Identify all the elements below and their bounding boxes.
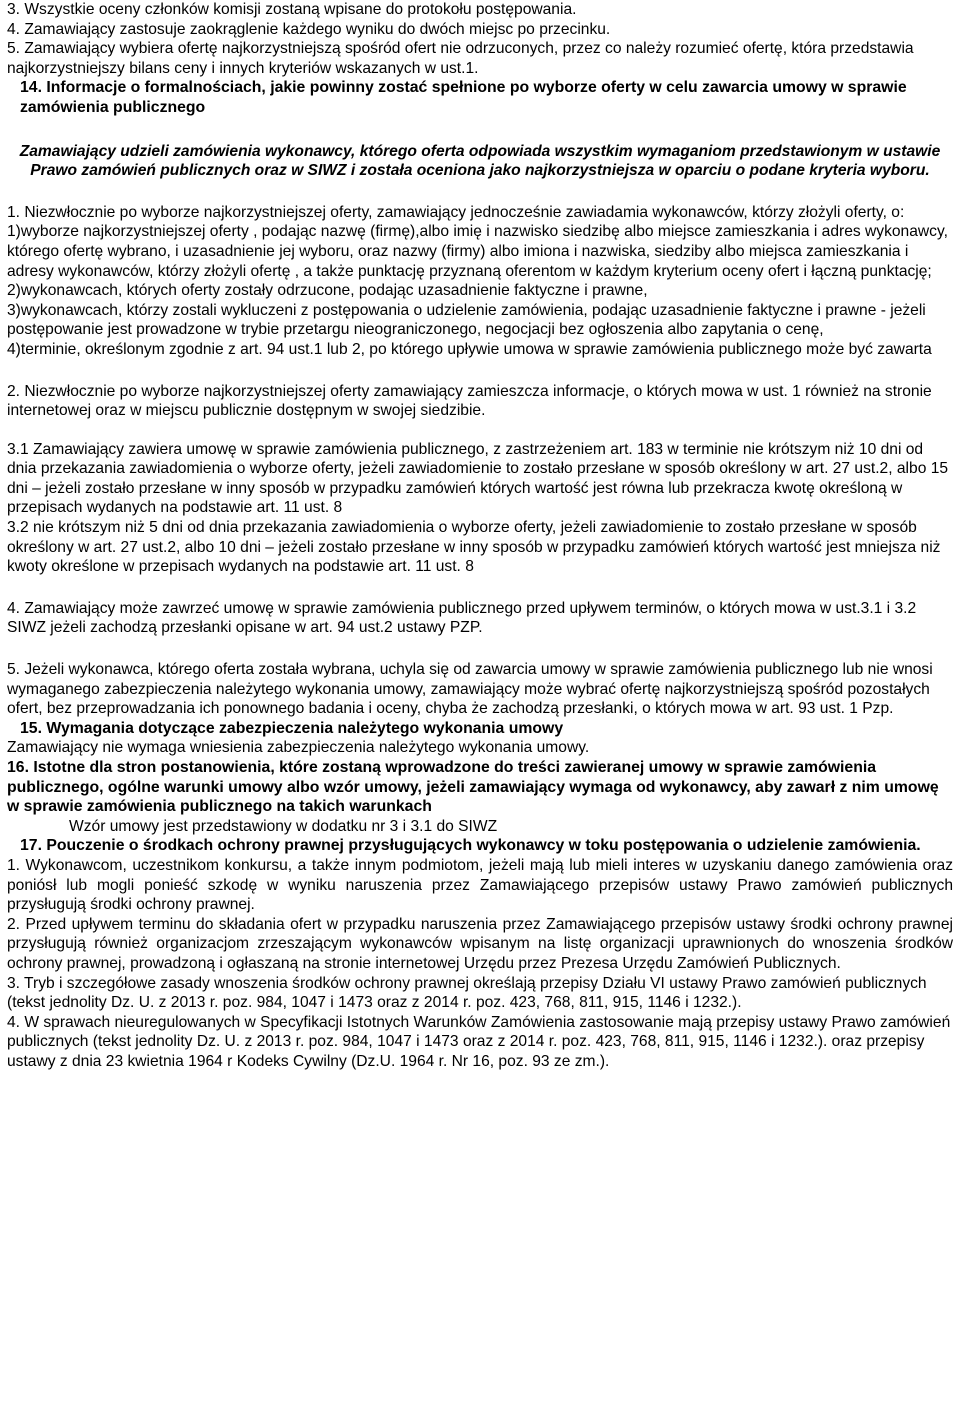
section-16-heading: 16. Istotne dla stron postanowienia, które zostaną wprowadzone do treści zawieranej umowy w sprawie zamówienia publicznego, ogólne warunki umowy albo wzór umowy, jeżeli zamawiający wymaga od wykonawcy, aby zawarł z nim umowę w sprawie zamówienia publicznego na takich warunkach — [7, 759, 939, 816]
section-14-point-1-2: 2)wykonawcach, których oferty zostały odrzucone, podając uzasadnienie faktyczne i prawne, — [7, 282, 648, 300]
section-15-heading: 15. Wymagania dotyczące zabezpieczenia należytego wykonania umowy — [20, 719, 564, 737]
section-17-heading: 17. Pouczenie o środkach ochrony prawnej przysługujących wykonawcy w toku postępowania o udzielenie zamówienia. — [20, 837, 921, 855]
section-14-point-3-2: 3.2 nie krótszym niż 5 dni od dnia przekazania zawiadomienia o wyborze oferty, jeżeli zawiadomienie to zostało przesłane w sposób określony w art. 27 ust.2, albo 10 dni – jeżeli zostało przesłane w inny sposób w przypadku zamówień których wartość jest mniejsza niż kwoty określone w przepisach wydanych na podstawie art. 11 ust. 8 — [7, 519, 941, 576]
section-14-point-3-1: 3.1 Zamawiający zawiera umowę w sprawie zamówienia publicznego, z zastrzeżeniem art. 183 w terminie nie krótszym niż 10 dni od dnia przekazania zawiadomienia o wyborze oferty, jeżeli zawiadomienie to zostało przesłane w sposób określony w art. 27 ust.2, albo 15 dni – jeżeli zostało przesłane w inny sposób w przypadku zamówień których wartość jest równa lub przekracza kwotę określoną w przepisach wydanych na podstawie art. 11 ust. 8 — [7, 440, 949, 517]
item-3-paragraph: 3. Wszystkie oceny członków komisji zostaną wpisane do protokołu postępowania. — [7, 1, 577, 18]
section-17-point-4: 4. W sprawach nieuregulowanych w Specyfikacji Istotnych Warunków Zamówienia zastosowanie mają przepisy ustawy Prawo zamówień publicznych (tekst jednolity Dz. U. z 2013 r. poz. 984, 1047 i 1473 oraz z 2014 r. poz. 423, 768, 811, 915, 1146 i 1232.). oraz przepisy ustawy z dnia 23 kwietnia 1964 r Kodeks Cywilny (Dz.U. 1964 r. Nr 16, poz. 93 ze zm.). — [7, 1013, 951, 1070]
item-5-paragraph: 5. Zamawiający wybiera ofertę najkorzystniejszą spośród ofert nie odrzuconych, przez co należy rozumieć ofertę, która przedstawia najkorzystniejszy bilans ceny i innych kryteriów wskazanych w ust.1. — [7, 40, 914, 77]
section-14-point-1-3: 3)wykonawcach, którzy zostali wykluczeni z postępowania o udzielenie zamówienia, podając uzasadnienie faktyczne i prawne - jeżeli postępowanie jest prowadzone w trybie przetargu nieograniczonego, negocjacji bez ogłoszenia albo zapytania o cenę, — [7, 301, 926, 339]
section-14-italic-statement: Zamawiający udzieli zamówienia wykonawcy, którego oferta odpowiada wszystkim wymaganiom przedstawionym w ustawie Prawo zamówień publicznych oraz w SIWZ i została oceniona jako najkorzystniejsza w oparciu o podane kryteria wyboru. — [19, 142, 941, 180]
section-14-point-1-intro: 1. Niezwłocznie po wyborze najkorzystniejszej oferty, zamawiający jednocześnie zawiadamia wykonawców, którzy złożyli oferty, o: — [7, 203, 905, 221]
section-14-point-4: 4. Zamawiający może zawrzeć umowę w sprawie zamówienia publicznego przed upływem terminów, o których mowa w ust.3.1 i 3.2 SIWZ jeżeli zachodzą przesłanki opisane w art. 94 ust.2 ustawy PZP. — [7, 599, 917, 637]
section-14-point-1-4: 4)terminie, określonym zgodnie z art. 94 ust.1 lub 2, po którego upływie umowa w sprawie zamówienia publicznego może być zawarta — [7, 340, 932, 358]
section-17-point-1: 1. Wykonawcom, uczestnikom konkursu, a także innym podmiotom, jeżeli mają lub mieli interes w uzyskaniu danego zamówienia oraz poniósł lub mogli ponieść szkodę w wyniku naruszenia przez Zamawiającego przepisów ustawy Prawo zamówień publicznych przysługują środki ochrony prawnej. — [7, 856, 953, 914]
section-14-point-1-1: 1)wyborze najkorzystniejszej oferty , podając nazwę (firmę),albo imię i nazwisko siedzibę albo miejsce zamieszkania i adres wykonawcy, którego ofertę wybrano, i uzasadnienie jej wyboru, oraz nazwy (firmy) albo imiona i nazwiska, siedziby albo miejsca zamieszkania i adresy wykonawców, którzy złożyli ofertę , a także punktację przyznaną oferentom w każdym kryterium oceny ofert i łączną punktację; — [7, 223, 948, 280]
section-15-text: Zamawiający nie wymaga wniesienia zabezpieczenia należytego wykonania umowy. — [7, 739, 590, 757]
section-17-point-2: 2. Przed upływem terminu do składania ofert w przypadku naruszenia przez Zamawiającego przepisów ustawy środki ochrony prawnej przysługują również organizacjom zrzeszającym wykonawców wpisanym na listę organizacji uprawnionych do wnoszenia środków ochrony prawnej, prowadzoną i ogłaszaną na stronie internetowej Urzędu przez Prezesa Urzędu Zamówień Publicznych. — [7, 915, 953, 972]
section-17-point-3: 3. Tryb i szczegółowe zasady wnoszenia środków ochrony prawnej określają przepisy Działu VI ustawy Prawo zamówień publicznych (tekst jednolity Dz. U. z 2013 r. poz. 984, 1047 i 1473 oraz z 2014 r. poz. 423, 768, 811, 915, 1146 i 1232.). — [7, 974, 927, 1012]
section-16-text: Wzór umowy jest przedstawiony w dodatku nr 3 i 3.1 do SIWZ — [69, 817, 498, 835]
section-14-point-2: 2. Niezwłocznie po wyborze najkorzystniejszej oferty zamawiający zamieszcza informacje, o których mowa w ust. 1 również na stronie internetowej oraz w miejscu publicznie dostępnym w swojej siedzibie. — [7, 382, 932, 420]
section-14-heading: 14. Informacje o formalnościach, jakie powinny zostać spełnione po wyborze oferty w celu zawarcia umowy w sprawie zamówienia publicznego — [20, 79, 907, 116]
item-4-paragraph: 4. Zamawiający zastosuje zaokrąglenie każdego wyniku do dwóch miejsc po przecinku. — [7, 20, 611, 38]
section-14-point-5: 5. Jeżeli wykonawca, którego oferta została wybrana, uchyla się od zawarcia umowy w sprawie zamówienia publicznego lub nie wnosi wymaganego zabezpieczenia należytego wykonania umowy, zamawiający może wybrać ofertę najkorzystniejszą spośród pozostałych ofert, bez przeprowadzania ich ponownego badania i oceny, chyba że zachodzą przesłanki, o których mowa w art. 93 ust. 1 Pzp. — [7, 661, 933, 718]
